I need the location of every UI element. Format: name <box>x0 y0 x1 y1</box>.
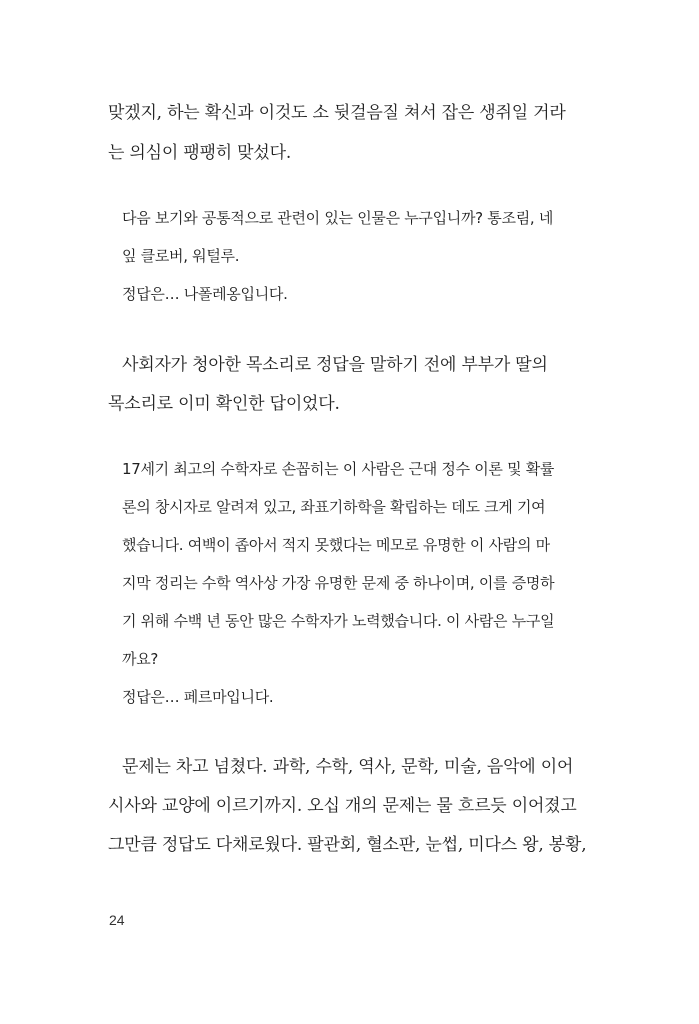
paragraph-3-line-2: 시사와 교양에 이르기까지. 오십 개의 문제는 물 흐르듯 이어졌고 <box>108 796 577 816</box>
quiz-2-question-line-2: 론의 창시자로 알려져 있고, 좌표기하학을 확립하는 데도 크게 기여 <box>122 498 546 516</box>
paragraph-2-line-1: 사회자가 청아한 목소리로 정답을 말하기 전에 부부가 딸의 <box>122 355 548 375</box>
quiz-1-question-line-2: 잎 클로버, 워털루. <box>122 247 240 265</box>
quiz-2-question-line-3: 했습니다. 여백이 좁아서 적지 못했다는 메모로 유명한 이 사람의 마 <box>122 536 550 554</box>
paragraph-3-line-1: 문제는 차고 넘쳤다. 과학, 수학, 역사, 문학, 미술, 음악에 이어 <box>122 757 574 777</box>
paragraph-2-line-2: 목소리로 이미 확인한 답이었다. <box>108 394 340 414</box>
paragraph-3-line-3: 그만큼 정답도 다채로웠다. 팔관회, 혈소판, 눈썹, 미다스 왕, 봉황, <box>108 835 587 855</box>
quiz-2-question-line-6: 까요? <box>122 650 159 668</box>
quiz-2-question-line-4: 지막 정리는 수학 역사상 가장 유명한 문제 중 하나이며, 이를 증명하 <box>122 574 555 592</box>
quiz-1-answer: 정답은… 나폴레옹입니다. <box>122 285 288 303</box>
paragraph-1-line-2: 는 의심이 팽팽히 맞섰다. <box>108 143 292 163</box>
quiz-1-question-line-1: 다음 보기와 공통적으로 관련이 있는 인물은 누구입니까? 통조림, 네 <box>122 209 554 227</box>
paragraph-1-line-1: 맞겠지, 하는 확신과 이것도 소 뒷걸음질 쳐서 잡은 생쥐일 거라 <box>108 103 566 123</box>
quiz-2-question-line-5: 기 위해 수백 년 동안 많은 수학자가 노력했습니다. 이 사람은 누구일 <box>122 612 555 630</box>
page-number: 24 <box>109 912 125 928</box>
quiz-2-question-line-1: 17세기 최고의 수학자로 손꼽히는 이 사람은 근대 정수 이론 및 확률 <box>122 460 555 478</box>
quiz-2-answer: 정답은… 페르마입니다. <box>122 688 274 706</box>
